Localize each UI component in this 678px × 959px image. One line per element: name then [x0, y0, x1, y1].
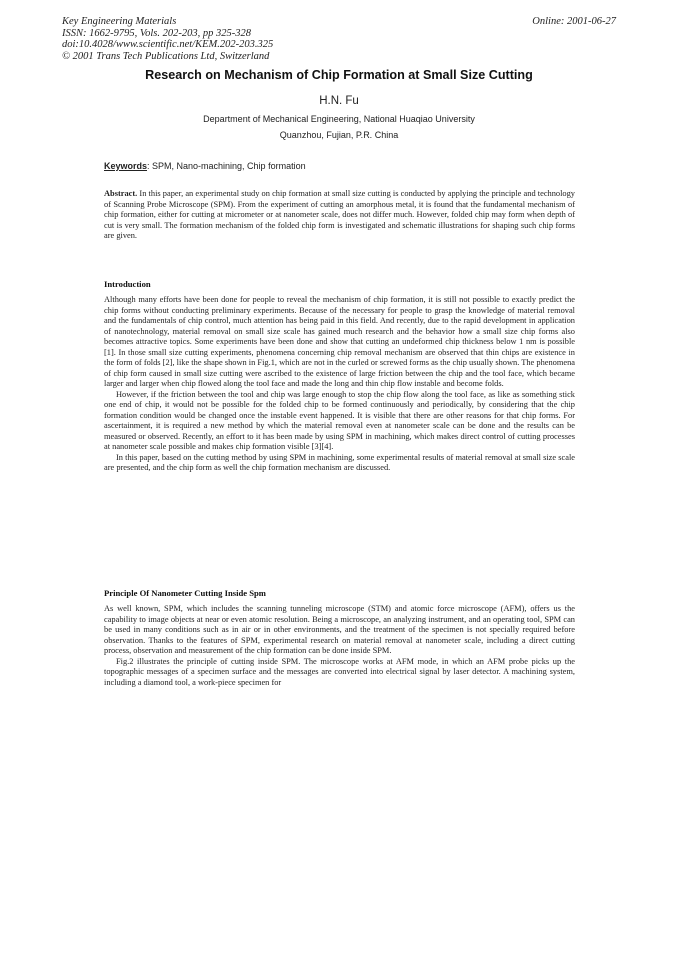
- introduction-paragraph-1: Although many efforts have been done for people to reveal the mechanism of chip formation, it is still not possible to exactly predict the chip forms without conducting preliminary experiments. Because of the necessary for people to grasp the knowledge of material removal and the fundamentals of chip control, much attention has being paid in this field. And recently, due to the rapid development in application of nanotechnology, material removal on small size scale has gained much research and the behavior how a small size chip forms also becomes attractive topics. Some experiments have been done and show that cutting an undeformed chip thickness below 1 nm is possible [1]. In those small size cutting experiments, phenomena concerning chip removal mechanism are observed that thin chips are existence in the form of folds [2], like the shape shown in Fig.1, which are not in the curled or screwed forms as the chip usually shown. The phenomena of chip form caused in small size cutting were ascribed to the existence of large friction between the chip and the tool face, which became larger and larger when chip flowed along the tool face and made the long and thin chip flow instable and become folds.: [104, 295, 575, 388]
- principle-paragraph-2: Fig.2 illustrates the principle of cutting inside SPM. The microscope works at AFM mode, in which an AFM probe picks up the topographic messages of a specimen surface and the messages are converted into electrical signal by laser detector. A machining system, including a diamond tool, a work-piece specimen for: [104, 656, 575, 687]
- author-name: H.N. Fu: [319, 95, 359, 107]
- principle-paragraph-1: As well known, SPM, which includes the scanning tunneling microscope (STM) and atomic force microscope (AFM), offers us the capability to image objects at near or even atomic resolution. Being a microscope, an analyzing instrument, and an operating tool, SPM can be used in many conditions such as in air or in other environments, and the treatment of the specimen is not specially required before observation. Thanks to the features of SPM, experimental research on material removal at nanometer scale, including a direct cutting process, observation and measurement of the chip formation can be done inside SPM.: [104, 604, 575, 655]
- introduction-heading: Introduction: [104, 279, 151, 289]
- introduction-body: [104, 295, 575, 474]
- keywords-line: [104, 161, 306, 171]
- affiliation-location: Quanzhou, Fujian, P.R. China: [279, 130, 399, 140]
- keywords-label: Keywords: [104, 161, 148, 171]
- introduction-paragraph-2: However, if the friction between the tool and chip was large enough to stop the chip flow along the tool face, as like as something stick one end of chip, it would not be possible for the folded chip to be formed continuously and periodically, by considering that the chip formation condition would be changed once the instable event happened. It is visible that there are other reasons for that chip forms. For ascertainment, it is required a new method by which the material removal even at nanometer scale can be done and the results can be measured or observed. Recently, an effort to it has been made by using SPM in machining, which makes direct control of cutting processes at nanometer scale possible and makes chip formation visible [3][4].: [104, 389, 575, 451]
- abstract: [104, 189, 575, 242]
- principle-heading: Principle Of Nanometer Cutting Inside Spm: [104, 588, 266, 598]
- citation-header: [62, 16, 273, 62]
- introduction-paragraph-3: In this paper, based on the cutting method by using SPM in machining, some experimental results of material removal at small size scale are presented, and the chip form as well the chip formation mechanism are discussed.: [104, 452, 575, 472]
- issn-line: ISSN: 1662-9795, Vols. 202-203, pp 325-328: [62, 27, 251, 39]
- keywords-text: : SPM, Nano-machining, Chip formation: [147, 161, 306, 171]
- online-date: Online: 2001-06-27: [532, 16, 616, 27]
- affiliation-department: Department of Mechanical Engineering, National Huaqiao University: [203, 114, 475, 124]
- abstract-label: Abstract.: [104, 189, 138, 198]
- principle-body: [104, 604, 575, 688]
- abstract-text: In this paper, an experimental study on chip formation at small size cutting is conducted by applying the principle and technology of Scanning Probe Microscope (SPM). From the experiment of cutting an amorphous metal, it is found that the fundamental mechanism of chip formation, either for cutting at micrometer or at nanometer scale, does not differ much. However, folded chip may form when depth of cut is very small. The formation mechanism of the folded chip form is investigated and schematic illustrations for shaping such chip forms are given.: [104, 189, 575, 240]
- paper-title: Research on Mechanism of Chip Formation at Small Size Cutting: [145, 68, 533, 82]
- doi-line: doi:10.4028/www.scientific.net/KEM.202-203.325: [62, 39, 274, 51]
- copyright-line: © 2001 Trans Tech Publications Ltd, Switzerland: [62, 50, 270, 62]
- journal-name: Key Engineering Materials: [62, 16, 177, 27]
